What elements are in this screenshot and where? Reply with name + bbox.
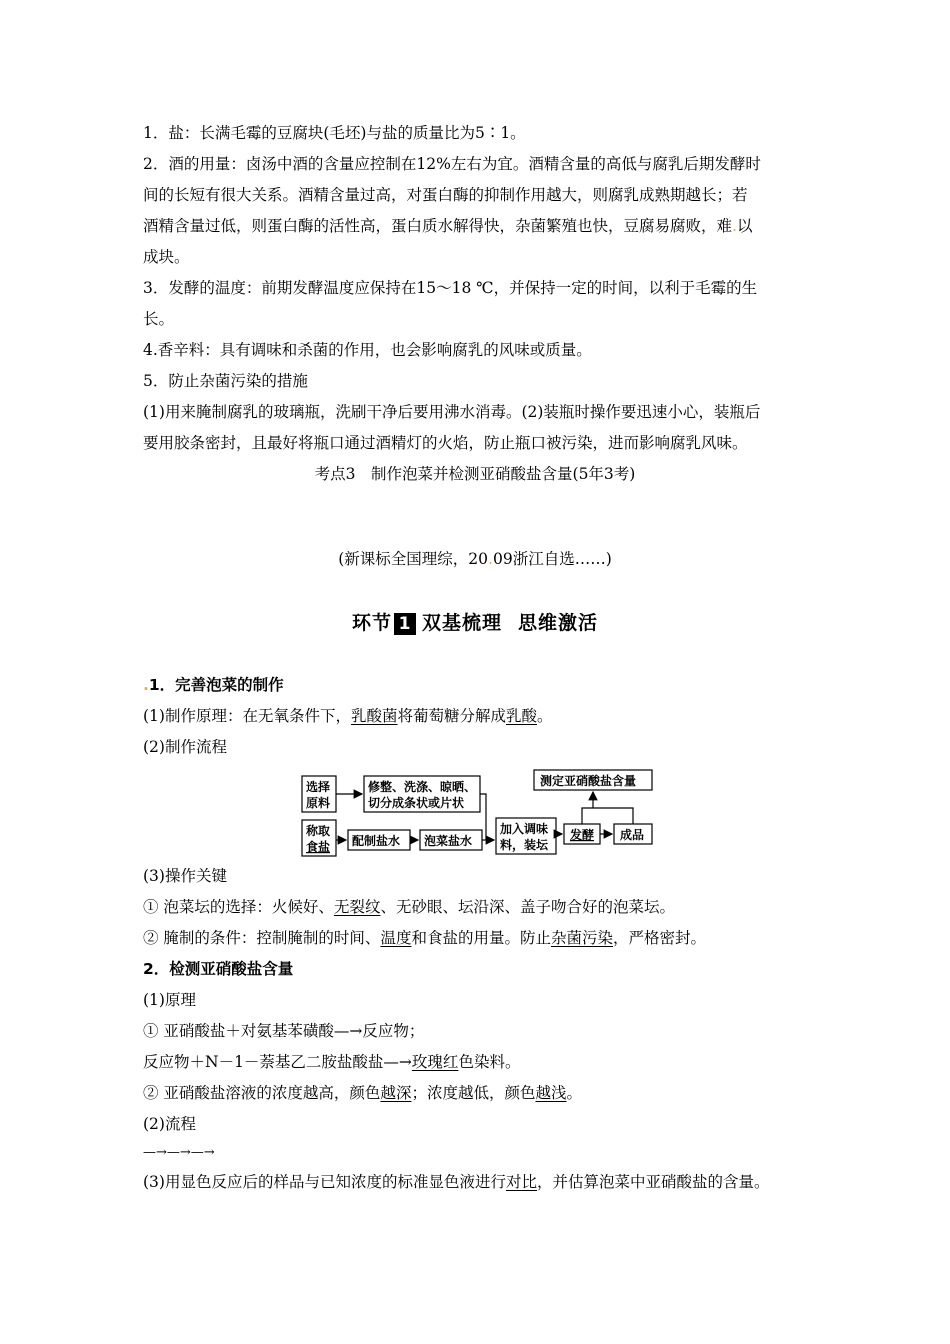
pickle-process-flowchart: [298, 768, 658, 860]
part1-heading: .1．完善泡菜的制作: [143, 676, 284, 694]
principle-label: (1)原理: [143, 991, 196, 1009]
flow-label: 加入调味: [500, 822, 549, 836]
flow-label: 切分成条状或片状: [368, 796, 465, 810]
blank-answer: 玫瑰红: [411, 1053, 459, 1071]
paragraph-salt: 1．盐：长满毛霉的豆腐块(毛坯)与盐的质量比为5∶1。: [143, 124, 526, 142]
color-depth: ② 亚硝酸盐溶液的浓度越高，颜色越深；浓度越低，颜色越浅。: [143, 1084, 582, 1102]
blank-answer: 温度: [380, 929, 412, 947]
comparison-line: (3)用显色反应后的样品与已知浓度的标准显色液进行对比，并估算泡菜中亚硝酸盐的含量。: [143, 1173, 770, 1191]
flow-label: 称取: [306, 824, 331, 838]
blank-answer: 杂菌污染: [550, 929, 613, 947]
paragraph-contamination-2: 要用胶条密封，且最好将瓶口通过酒精灯的火焰，防止瓶口被污染，进而影响腐乳风味。: [143, 434, 748, 452]
stray-dot-mark: .: [488, 550, 493, 568]
process-label-2: (2)流程: [143, 1115, 196, 1133]
process-arrows: —→—→—→: [143, 1145, 215, 1160]
blank-answer: 无裂纹: [333, 898, 381, 916]
flow-label: 成品: [620, 828, 645, 842]
paragraph-wine-1: 2．酒的用量：卤汤中酒的含量应控制在12%左右为宜。酒精含量的高低与腐乳后期发酵时: [143, 155, 761, 173]
blank-answer: 乳酸菌: [350, 707, 398, 725]
flow-label: 食盐: [306, 840, 331, 854]
principle-line: (1)制作原理：在无氧条件下，乳酸菌将葡萄糖分解成乳酸。: [143, 707, 553, 725]
flow-label: 配制盐水: [352, 834, 401, 848]
part2-heading: 2．检测亚硝酸盐含量: [143, 960, 294, 978]
reaction-1: ① 亚硝酸盐＋对氨基苯磺酸—→反应物；: [143, 1022, 425, 1040]
source-note: (新课标全国理综，20.09浙江自选……): [338, 550, 612, 568]
flow-label: 修整、洗涤、晾晒、: [368, 780, 477, 794]
blank-answer: 越浅: [535, 1084, 567, 1102]
paragraph-wine-4: 成块。: [143, 248, 190, 266]
flow-label: 原料: [306, 796, 331, 810]
keys-label: (3)操作关键: [143, 867, 227, 885]
paragraph-temperature-2: 长。: [143, 310, 175, 328]
paragraph-temperature-1: 3．发酵的温度：前期发酵温度应保持在15～18 ℃，并保持一定的时间，以利于毛霉的生: [143, 279, 758, 297]
flow-label: 测定亚硝酸盐含量: [540, 774, 637, 788]
flow-label: 选择: [306, 780, 331, 794]
flow-label: 发酵: [570, 828, 595, 842]
paragraph-contamination-1: (1)用来腌制腐乳的玻璃瓶，洗刷干净后要用沸水消毒。(2)装瓶时操作要迅速小心，装瓶后: [143, 403, 761, 421]
reaction-2: 反应物＋N－1－萘基乙二胺盐酸盐—→玫瑰红色染料。: [143, 1053, 521, 1071]
blank-answer: 对比: [505, 1173, 537, 1191]
paragraph-spice: 4.香辛料：具有调味和杀菌的作用，也会影响腐乳的风味或质量。: [143, 341, 592, 359]
flow-label: 料，装坛: [500, 838, 549, 852]
blank-answer: 越深: [380, 1084, 412, 1102]
stray-dot-mark: .: [143, 676, 149, 694]
section-number-badge: 1: [394, 613, 416, 635]
section-header: 环节 1 双基梳理 思维激活: [351, 612, 599, 634]
paragraph-wine-2: 间的长短有很大关系。酒精含量过高，对蛋白酶的抑制作用越大，则腐乳成熟期越长；若: [143, 186, 748, 204]
kaodian-title: 考点3 制作泡菜并检测亚硝酸盐含量(5年3考): [314, 465, 636, 483]
paragraph-contamination-title: 5．防止杂菌污染的措施: [143, 372, 308, 390]
key-pickling-conditions: ② 腌制的条件：控制腌制的时间、温度和食盐的用量。防止杂菌污染，严格密封。: [143, 929, 706, 947]
paragraph-wine-3: 酒精含量过低，则蛋白酶的活性高，蛋白质水解得快，杂菌繁殖也快，豆腐易腐败，难.以: [143, 217, 753, 235]
blank-answer: 乳酸: [506, 707, 538, 725]
flow-label: 泡菜盐水: [424, 834, 473, 848]
stray-dot-mark: .: [732, 217, 737, 235]
key-jar-selection: ① 泡菜坛的选择：火候好、无裂纹、无砂眼、坛沿深、盖子吻合好的泡菜坛。: [143, 898, 675, 916]
process-label: (2)制作流程: [143, 738, 227, 756]
